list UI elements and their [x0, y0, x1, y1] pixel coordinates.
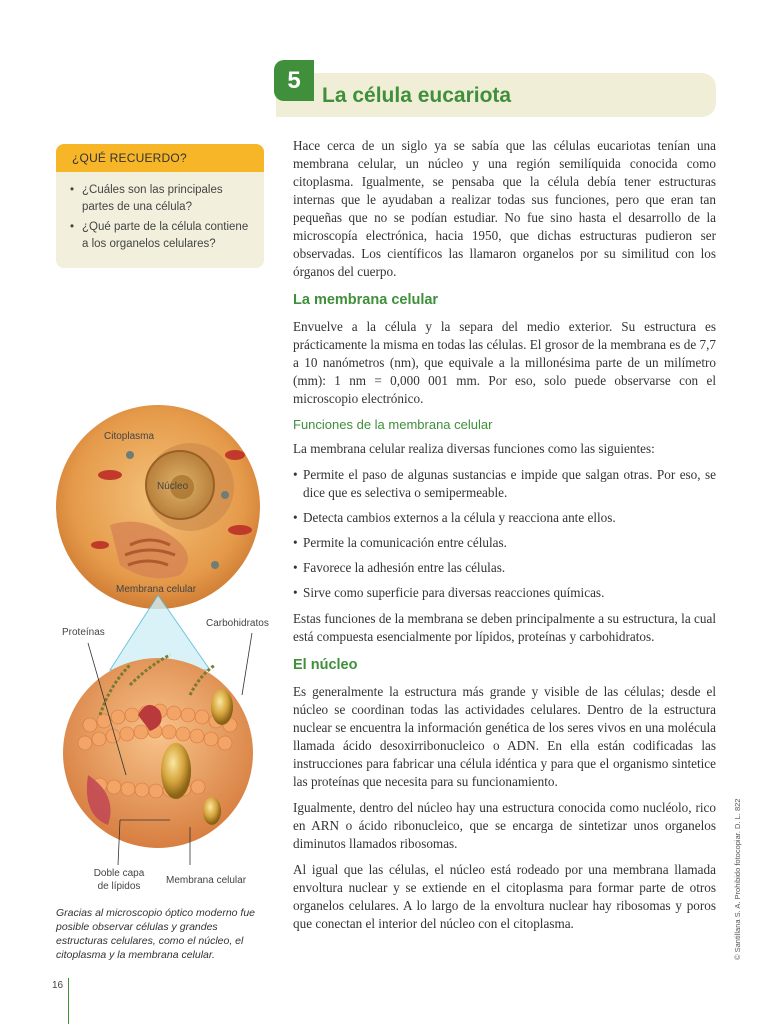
chapter-number-badge: 5 — [274, 60, 314, 101]
recall-item: • ¿Cuáles son las principales partes de una célula? — [68, 182, 254, 216]
label-membrana-celular-bottom: Membrana celular — [166, 875, 247, 886]
label-doble-capa-line2: de lípidos — [97, 881, 141, 892]
nucleo-paragraph: Al igual que las células, el núcleo está rodeado por una membrana llamada envoltura nuclear y se extiende en el citoplasma para formar parte de otros organelos celulares. A lo largo de la envoltura nuclear hay ribosomas y poros que conectan el interior del núcleo con el citoplasma. — [293, 862, 716, 931]
funcion-item: • Sirve como superficie para diversas reacciones químicas. — [293, 584, 716, 602]
page-number: 16 — [52, 980, 64, 991]
cell-illustration — [40, 395, 280, 905]
funciones-intro: La membrana celular realiza diversas funciones como las siguientes: — [293, 441, 655, 456]
funcion-item: • Permite el paso de algunas sustancias e impide que salgan otras. Por eso, se dice que es selectiva o semipermeable. — [293, 466, 716, 502]
funcion-item: • Detecta cambios externos a la célula y reacciona ante ellos. — [293, 509, 716, 527]
label-carbohidratos: Carbohidratos — [206, 618, 269, 629]
recall-heading: ¿QUÉ RECUERDO? — [56, 144, 264, 172]
main-text-column — [293, 137, 716, 941]
label-citoplasma: Citoplasma — [104, 431, 155, 442]
membrana-closing-paragraph: Estas funciones de la membrana se deben principalmente a su estructura, la cual está compuesta esencialmente por lípidos, proteínas y carbohidratos. — [293, 611, 716, 644]
nucleo-paragraph: Igualmente, dentro del núcleo hay una estructura conocida como nucléolo, rico en ARN o ácido ribonucleico, que se encarga de sintetizar unos organelos diminutos llamados ribosomas. — [293, 800, 716, 851]
recall-item: • ¿Qué parte de la célula contiene a los organelos celulares? — [68, 219, 254, 253]
label-nucleo: Núcleo — [157, 481, 189, 492]
funciones-list — [293, 466, 716, 602]
page-margin-line — [68, 978, 69, 1024]
page-title: La célula eucariota — [322, 84, 512, 107]
label-doble-capa-line1: Doble capa — [93, 868, 145, 879]
recall-list — [56, 172, 264, 253]
cell-circle — [56, 405, 260, 609]
recall-box — [56, 144, 264, 268]
funcion-item: • Permite la comunicación entre células. — [293, 534, 716, 552]
membrane-circle — [63, 655, 253, 848]
cell-illustration-svg — [40, 395, 280, 905]
nucleo-paragraph: Es generalmente la estructura más grande y visible de las células; desde el núcleo se coordinan todas las actividades celulares. Dentro de la estructura nuclear se encuentra la información genética de los seres vivos en una molécula llamada ácido desoxirribonucleico o ADN. En ella están codificadas las instrucciones para fabricar una célula idéntica y para que el organismo sintetice las proteínas que necesita para su funcionamiento. — [293, 684, 716, 789]
label-membrana-celular-top: Membrana celular — [116, 584, 197, 595]
figure-caption: Gracias al microscopio óptico moderno fue posible observar células y grandes estructuras celulares, como el núcleo, el citoplasma y la membrana celular. — [56, 907, 256, 961]
funcion-item: • Favorece la adhesión entre las células. — [293, 559, 716, 577]
section-heading-nucleo: El núcleo — [293, 657, 358, 673]
label-doble-capa — [93, 867, 145, 893]
subsection-heading-funciones: Funciones de la membrana celular — [293, 417, 493, 432]
intro-paragraph: Hace cerca de un siglo ya se sabía que las células eucariotas tenían una membrana celular, un núcleo y una región semilíquida conocida como citoplasma. Igualmente, se pensaba que la célula debía tener estructuras internas que le ayudaban a realizar todas sus funciones, pero que eran tan pequeñas que no se podían estudiar. No fue sino hasta el desarrollo de la microscopía electrónica, hacia 1950, que dichas estructuras pudieron ser observadas. Los científicos las llamaron organelos por su similitud con los órganos del cuerpo. — [293, 138, 716, 279]
membrana-paragraph: Envuelve a la célula y la separa del medio exterior. Su estructura es prácticamente la misma en todas las células. El grosor de la membrana es de 7,7 a 10 nanómetros (nm), que equivale a la millonésima parte de un milímetro (mm): 1 nm = 0,000 001 mm. Por eso, solo puede observarse con el microscopio electrónico. — [293, 319, 716, 406]
label-proteinas: Proteínas — [62, 627, 105, 638]
copyright-notice: © Santillana S. A. Prohibido fotocopiar. D. L. 822 — [733, 798, 742, 960]
section-heading-membrana: La membrana celular — [293, 292, 439, 308]
